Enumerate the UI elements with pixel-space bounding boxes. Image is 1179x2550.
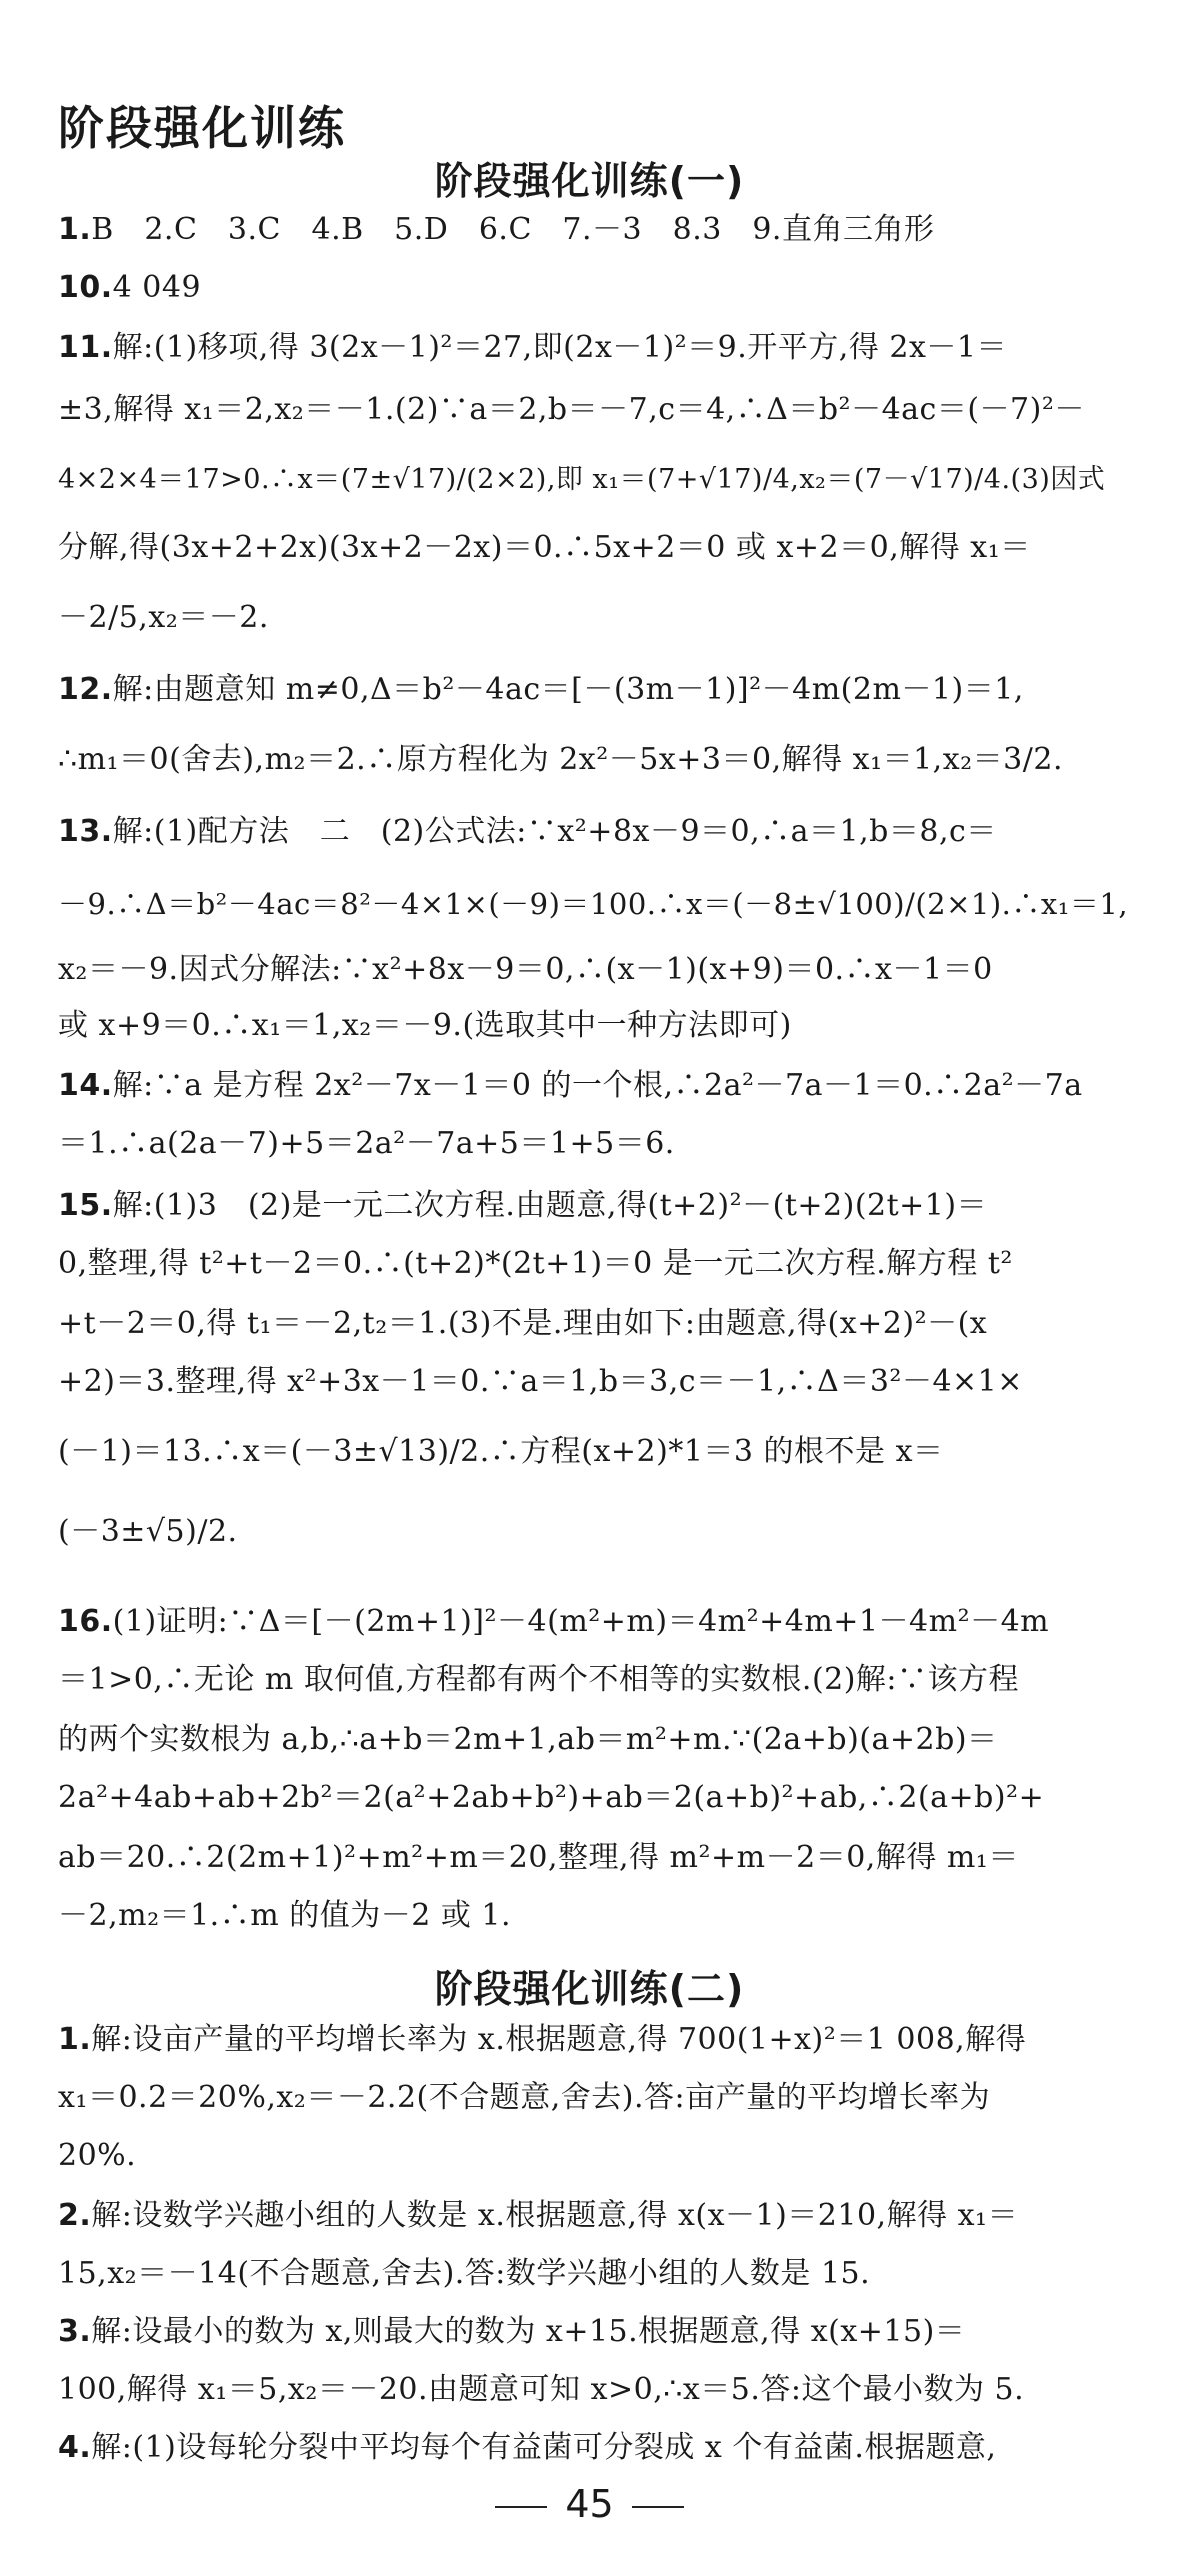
line-text: 4 049 — [112, 270, 202, 305]
answer-line — [58, 2020, 1138, 2060]
answer-line — [58, 1896, 1138, 1936]
item-number: 15. — [58, 1188, 113, 1223]
page-footer — [0, 2482, 1179, 2526]
line-text: (－1)＝13.∴x＝(－3±√13)/2.∴方程(x+2)*1＝3 的根不是 x＝ — [58, 1434, 944, 1469]
line-text: 解:(1)设每轮分裂中平均每个有益菌可分裂成 x 个有益菌.根据题意, — [91, 2430, 997, 2465]
item-number: 13. — [58, 814, 113, 849]
answer-line — [58, 1602, 1138, 1642]
line-text: －2,m₂＝1.∴m 的值为－2 或 1. — [58, 1898, 511, 1933]
answer-line — [58, 2136, 1138, 2176]
answer-line — [58, 884, 1138, 924]
answer-line — [58, 2078, 1138, 2118]
item-number: 14. — [58, 1068, 113, 1103]
line-text: (1)证明:∵Δ＝[－(2m+1)]²－4(m²+m)＝4m²+4m+1－4m²－4m — [112, 1604, 1050, 1639]
answer-line — [58, 598, 1138, 638]
line-text: 解:(1)3 (2)是一元二次方程.由题意,得(t+2)²－(t+2)(2t+1)＝ — [112, 1188, 988, 1223]
line-text: 4×2×4＝17>0.∴x＝(7±√17)/(2×2),即 x₁＝(7+√17)/4,x₂＝(7－√17)/4.(3)因式 — [58, 464, 1106, 495]
answer-line — [58, 1838, 1138, 1878]
line-text: 100,解得 x₁＝5,x₂＝－20.由题意可知 x>0,∴x＝5.答:这个最小数为 5. — [58, 2372, 1025, 2407]
answer-line — [58, 670, 1138, 710]
line-text: +t－2＝0,得 t₁＝－2,t₂＝1.(3)不是.理由如下:由题意,得(x+2)²－(x — [58, 1306, 988, 1341]
answer-line — [58, 268, 1138, 308]
answer-line — [58, 460, 1138, 500]
answer-line — [58, 528, 1138, 568]
answer-line — [58, 1720, 1138, 1760]
answer-line — [58, 2370, 1138, 2410]
line-text: －2/5,x₂＝－2. — [58, 600, 269, 635]
line-text: 分解,得(3x+2+2x)(3x+2－2x)＝0.∴5x+2＝0 或 x+2＝0,解得 x₁＝ — [58, 530, 1031, 565]
answer-line — [58, 812, 1138, 852]
answer-line — [58, 1066, 1138, 1106]
line-text: 解:设数学兴趣小组的人数是 x.根据题意,得 x(x－1)＝210,解得 x₁＝ — [91, 2198, 1019, 2233]
item-number: 2. — [58, 2198, 92, 2233]
line-text: 解:设亩产量的平均增长率为 x.根据题意,得 700(1+x)²＝1 008,解得 — [91, 2022, 1027, 2057]
line-text: ∴m₁＝0(舍去),m₂＝2.∴原方程化为 2x²－5x+3＝0,解得 x₁＝1,x₂＝3/2. — [58, 742, 1063, 777]
answer-line — [58, 2312, 1138, 2352]
line-text: ＝1.∴a(2a－7)+5＝2a²－7a+5＝1+5＝6. — [58, 1126, 675, 1161]
line-text: 20%. — [58, 2138, 137, 2173]
item-number: 1. — [58, 2022, 92, 2057]
item-number: 11. — [58, 330, 113, 365]
answer-line — [58, 2254, 1138, 2294]
answer-line — [58, 210, 1138, 250]
line-text: －9.∴Δ＝b²－4ac＝8²－4×1×(－9)＝100.∴x＝(－8±√100)/(2×1).∴x₁＝1, — [58, 887, 1129, 921]
answer-line — [58, 390, 1138, 430]
answer-line — [58, 1778, 1138, 1818]
answer-line — [58, 1432, 1138, 1472]
answer-line — [58, 1186, 1138, 1226]
line-text: 15,x₂＝－14(不合题意,舍去).答:数学兴趣小组的人数是 15. — [58, 2256, 871, 2291]
item-number: 4. — [58, 2430, 92, 2465]
line-text: 解:(1)移项,得 3(2x－1)²＝27,即(2x－1)²＝9.开平方,得 2x－1＝ — [112, 330, 1007, 365]
line-text: 的两个实数根为 a,b,∴a+b＝2m+1,ab＝m²+m.∵(2a+b)(a+2b)＝ — [58, 1722, 998, 1757]
item-number: 3. — [58, 2314, 92, 2349]
answer-line — [58, 1124, 1138, 1164]
answer-line — [58, 1660, 1138, 1700]
line-text: 解:(1)配方法 二 (2)公式法:∵x²+8x－9＝0,∴a＝1,b＝8,c＝ — [112, 814, 997, 849]
answer-line — [58, 1512, 1138, 1552]
footer-dash-right — [632, 2506, 684, 2508]
line-text: +2)＝3.整理,得 x²+3x－1＝0.∵a＝1,b＝3,c＝－1,∴Δ＝3²－4×1× — [58, 1364, 1023, 1399]
page-heading: 阶段强化训练 — [58, 101, 346, 155]
answer-line — [58, 1006, 1138, 1046]
line-text: (－3±√5)/2. — [58, 1514, 238, 1549]
item-number: 16. — [58, 1604, 113, 1639]
line-text: ab＝20.∴2(2m+1)²+m²+m＝20,整理,得 m²+m－2＝0,解得 m₁＝ — [58, 1840, 1019, 1875]
answer-line — [58, 1244, 1138, 1284]
section-title-1: 阶段强化训练(一) — [434, 159, 745, 203]
answer-line — [58, 2196, 1138, 2236]
item-number: 10. — [58, 270, 113, 305]
answer-line — [58, 2428, 1138, 2468]
page-number: 45 — [565, 2482, 614, 2526]
line-text: B 2.C 3.C 4.B 5.D 6.C 7.－3 8.3 9.直角三角形 — [91, 212, 935, 247]
line-text: ＝1>0,∴无论 m 取何值,方程都有两个不相等的实数根.(2)解:∵该方程 — [58, 1662, 1020, 1697]
line-text: x₁＝0.2＝20%,x₂＝－2.2(不合题意,舍去).答:亩产量的平均增长率为 — [58, 2080, 991, 2115]
line-text: 解:设最小的数为 x,则最大的数为 x+15.根据题意,得 x(x+15)＝ — [91, 2314, 966, 2349]
line-text: 2a²+4ab+ab+2b²＝2(a²+2ab+b²)+ab＝2(a+b)²+ab,∴2(a+b)²+ — [58, 1780, 1045, 1815]
answer-line — [58, 740, 1138, 780]
line-text: 解:由题意知 m≠0,Δ＝b²－4ac＝[－(3m－1)]²－4m(2m－1)＝1, — [112, 672, 1024, 707]
line-text: 0,整理,得 t²+t－2＝0.∴(t+2)*(2t+1)＝0 是一元二次方程.解方程 t² — [58, 1246, 1013, 1281]
answer-line — [58, 328, 1138, 368]
section-title-2: 阶段强化训练(二) — [434, 1967, 745, 2011]
line-text: 或 x+9＝0.∴x₁＝1,x₂＝－9.(选取其中一种方法即可) — [58, 1008, 792, 1043]
answer-line — [58, 1362, 1138, 1402]
item-number: 12. — [58, 672, 113, 707]
answer-line — [58, 950, 1138, 990]
item-number: 1. — [58, 212, 92, 247]
line-text: 解:∵a 是方程 2x²－7x－1＝0 的一个根,∴2a²－7a－1＝0.∴2a²－7a — [112, 1068, 1083, 1103]
footer-dash-left — [495, 2506, 547, 2508]
line-text: ±3,解得 x₁＝2,x₂＝－1.(2)∵a＝2,b＝－7,c＝4,∴Δ＝b²－4ac＝(－7)²－ — [58, 392, 1085, 427]
answer-line — [58, 1304, 1138, 1344]
line-text: x₂＝－9.因式分解法:∵x²+8x－9＝0,∴(x－1)(x+9)＝0.∴x－1＝0 — [58, 952, 993, 987]
